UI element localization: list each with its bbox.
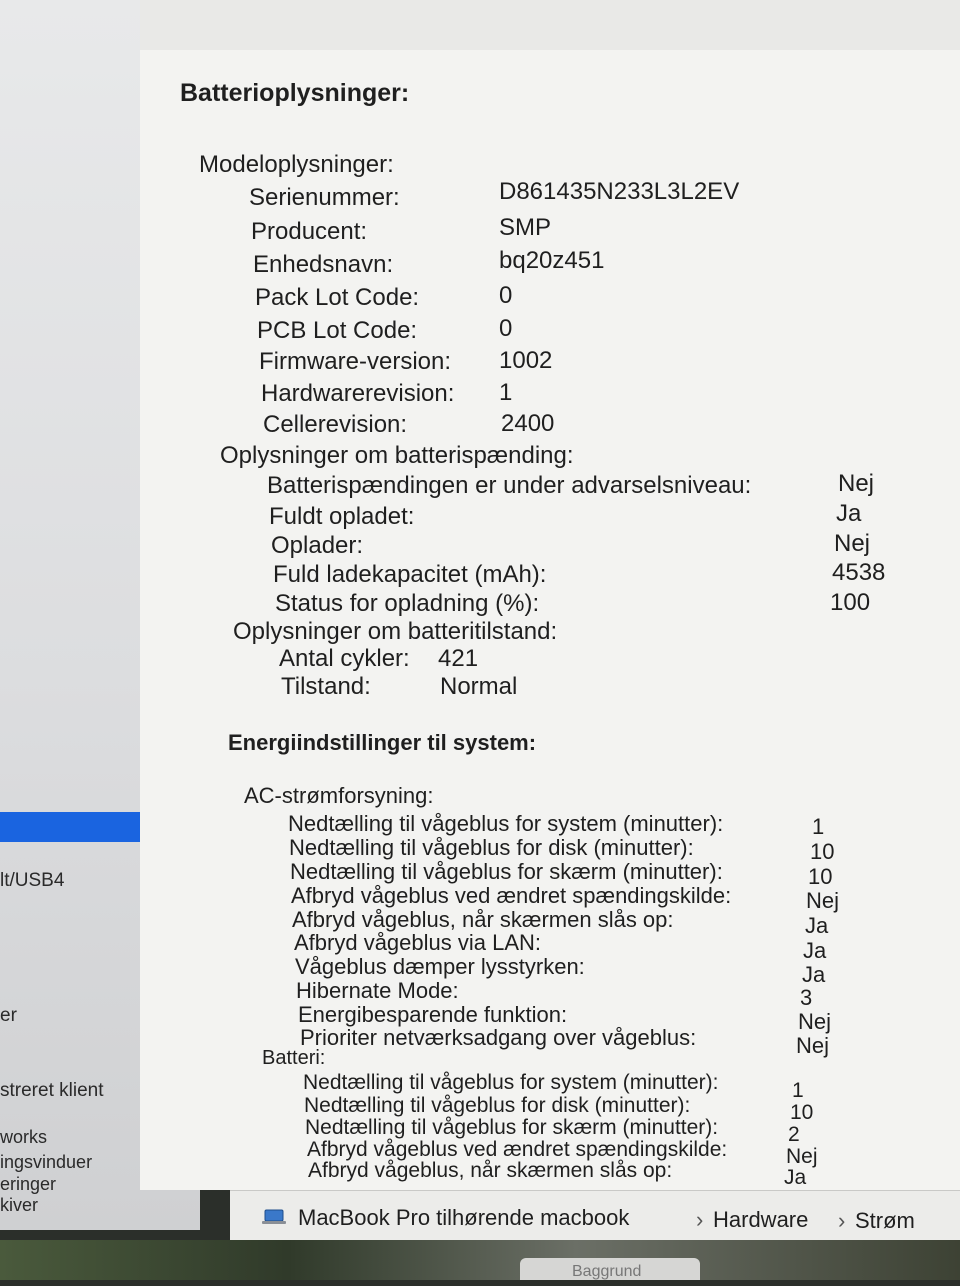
- background-tab[interactable]: Baggrund: [520, 1258, 700, 1280]
- voltage-label: Batterispændingen er under advarselsniveau:: [267, 472, 752, 499]
- ac-label: Afbryd vågeblus, når skærmen slås op:: [292, 907, 674, 932]
- ac-power-header: AC-strømforsyning:: [244, 783, 434, 808]
- ac-label: Nedtælling til vågeblus for system (minutter):: [288, 811, 724, 836]
- serial-value: D861435N233L3L2EV: [499, 178, 740, 205]
- ac-label: Energibesparende funktion:: [298, 1002, 568, 1027]
- voltage-label: Fuld ladekapacitet (mAh):: [273, 561, 547, 588]
- model-value: 0: [499, 282, 513, 309]
- ac-value: Nej: [798, 1009, 832, 1034]
- bat-value: Ja: [784, 1166, 807, 1189]
- desktop-background: [0, 1240, 960, 1280]
- model-label: Hardwarerevision:: [261, 380, 455, 407]
- path-separator: ›: [696, 1207, 704, 1232]
- ac-label: Nedtælling til vågeblus for skærm (minutter):: [290, 859, 723, 884]
- voltage-info-header: Oplysninger om batterispænding:: [220, 442, 574, 469]
- battery-power-header: Batteri:: [262, 1047, 326, 1069]
- health-info-header: Oplysninger om batteritilstand:: [233, 618, 558, 645]
- laptop-icon: [262, 1209, 286, 1225]
- bat-value: 2: [788, 1123, 800, 1146]
- ac-value: Ja: [805, 913, 829, 938]
- sidebar-item[interactable]: er: [0, 1005, 17, 1026]
- ac-label: Nedtælling til vågeblus for disk (minutter):: [289, 835, 694, 860]
- model-label: Pack Lot Code:: [255, 284, 420, 311]
- sidebar-item[interactable]: eringer: [0, 1174, 57, 1194]
- path-separator: ›: [838, 1208, 846, 1233]
- model-label: Firmware-version:: [259, 348, 452, 375]
- cycle-count-value: 421: [438, 645, 479, 672]
- voltage-value: Nej: [834, 530, 871, 557]
- model-value: bq20z451: [499, 247, 605, 274]
- bat-label: Nedtælling til vågeblus for skærm (minutter):: [305, 1116, 719, 1139]
- voltage-label: Status for opladning (%):: [275, 590, 540, 617]
- voltage-value: 100: [830, 589, 871, 616]
- condition-value: Normal: [440, 673, 518, 700]
- path-item-computer[interactable]: MacBook Pro tilhørende macbook: [298, 1205, 630, 1230]
- model-label: Producent:: [251, 218, 368, 245]
- ac-label: Hibernate Mode:: [296, 978, 459, 1003]
- sidebar-item[interactable]: ingsvinduer: [0, 1152, 93, 1172]
- path-item-power[interactable]: Strøm: [855, 1208, 915, 1233]
- bat-label: Afbryd vågeblus ved ændret spændingskilde:: [307, 1138, 728, 1161]
- model-value: 2400: [501, 410, 555, 437]
- model-value: 1002: [499, 347, 553, 374]
- voltage-value: 4538: [832, 559, 886, 586]
- model-label: Enhedsnavn:: [253, 251, 394, 278]
- ac-value: Ja: [803, 938, 827, 963]
- ac-label: Vågeblus dæmper lysstyrken:: [295, 954, 585, 979]
- bat-value: 10: [790, 1101, 814, 1124]
- ac-value: Nej: [796, 1033, 830, 1058]
- energy-section-title: Energiindstillinger til system:: [228, 730, 537, 755]
- pane-header-strip: [140, 0, 960, 50]
- path-bar: [230, 1190, 960, 1241]
- ac-value: 10: [810, 839, 835, 864]
- model-label: Cellerevision:: [263, 411, 408, 438]
- bat-value: Nej: [786, 1145, 818, 1168]
- battery-section-title: Batterioplysninger:: [180, 79, 410, 107]
- ac-value: Nej: [806, 888, 840, 913]
- model-value: 1: [499, 379, 513, 406]
- ac-value: 3: [800, 985, 813, 1010]
- voltage-value: Ja: [836, 500, 862, 527]
- health-label: Tilstand:: [281, 673, 371, 700]
- model-label: Serienummer:: [249, 184, 400, 211]
- ac-value: 1: [812, 814, 825, 839]
- bat-label: Afbryd vågeblus, når skærmen slås op:: [308, 1159, 673, 1182]
- sidebar-item[interactable]: works: [0, 1127, 48, 1147]
- ac-label: Afbryd vågeblus via LAN:: [294, 930, 542, 955]
- voltage-label: Fuldt opladet:: [269, 503, 415, 530]
- health-label: Antal cykler:: [279, 645, 410, 672]
- bat-label: Nedtælling til vågeblus for system (minutter):: [303, 1071, 719, 1094]
- voltage-label: Oplader:: [271, 532, 364, 559]
- model-label: PCB Lot Code:: [257, 317, 418, 344]
- model-value: SMP: [499, 214, 552, 241]
- bat-value: 1: [792, 1079, 804, 1102]
- sidebar-item[interactable]: streret klient: [0, 1080, 104, 1101]
- voltage-value: Nej: [838, 470, 875, 497]
- sidebar-item[interactable]: lt/USB4: [0, 870, 65, 891]
- sidebar-item[interactable]: kiver: [0, 1195, 39, 1215]
- path-item-hardware[interactable]: Hardware: [713, 1207, 809, 1232]
- model-info-header: Modeloplysninger:: [199, 151, 394, 178]
- ac-value: 10: [808, 864, 833, 889]
- ac-label: Prioriter netværksadgang over vågeblus:: [300, 1025, 697, 1050]
- model-value: 0: [499, 315, 513, 342]
- bat-label: Nedtælling til vågeblus for disk (minutter):: [304, 1094, 691, 1117]
- ac-value: Ja: [802, 962, 826, 987]
- ac-label: Afbryd vågeblus ved ændret spændingskilde:: [291, 883, 732, 908]
